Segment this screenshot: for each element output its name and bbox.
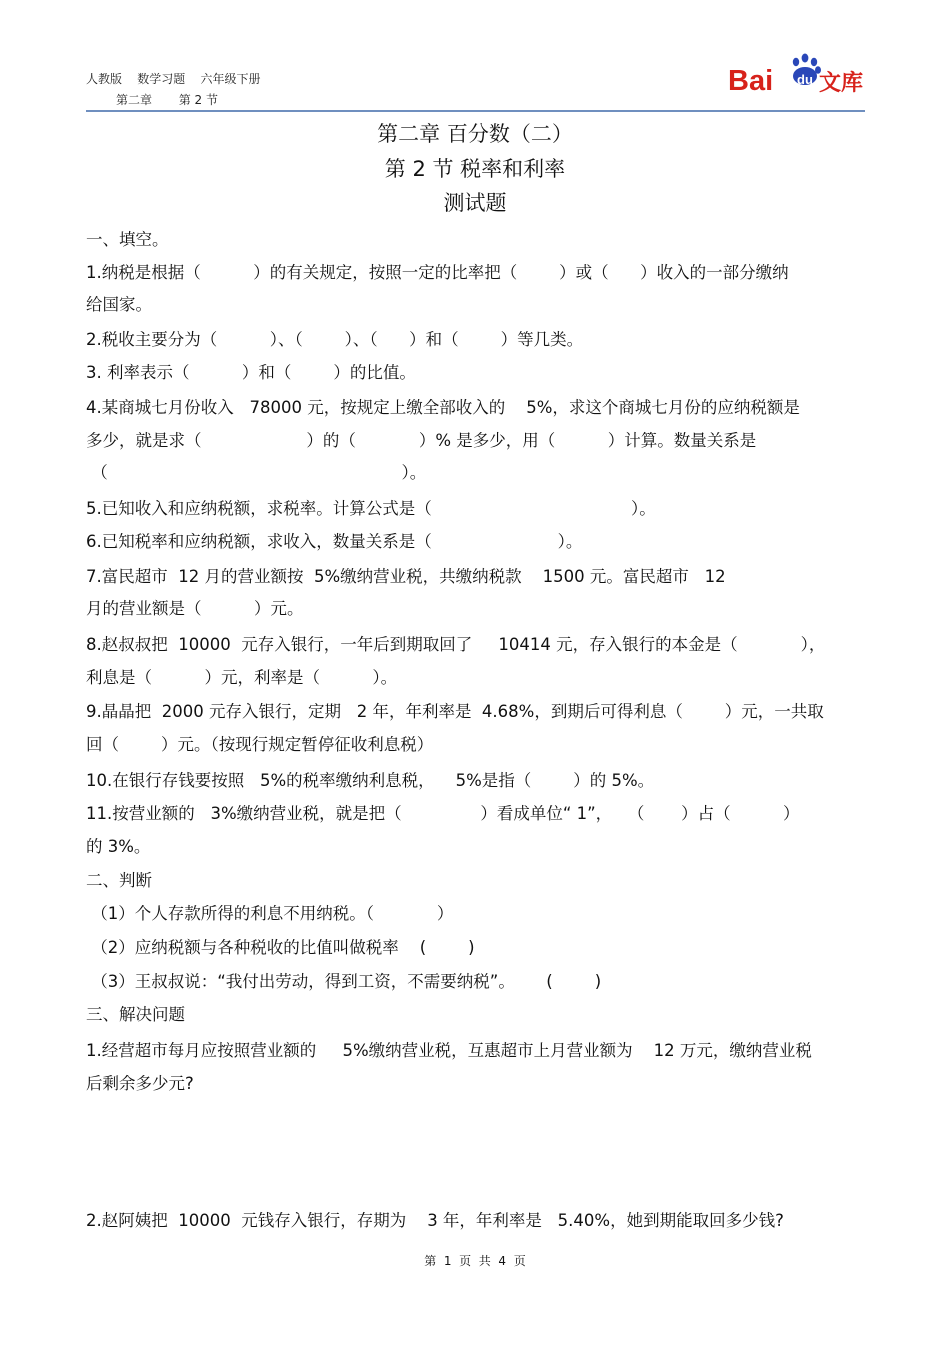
question-line: 5.已知收入和应纳税额，求税率。计算公式是（ ）。 <box>86 499 656 518</box>
question-line: 利息是（ ）元，利率是（ ）。 <box>86 668 398 687</box>
problem-line: 2.赵阿姨把 10000 元钱存入银行，存期为 3 年，年利率是 5.40%，她到期能取回多少钱? <box>86 1211 784 1230</box>
problem-line: 1.经营超市每月应按照营业额的 5%缴纳营业税，互惠超市上月营业额为 12 万元，缴纳营业税 <box>86 1041 812 1060</box>
question-line: 的 3%。 <box>86 837 151 856</box>
header-divider <box>86 110 865 112</box>
page-footer: 第 1 页 共 4 页 <box>424 1254 526 1268</box>
question-line: 3. 利率表示（ ）和（ ）的比值。 <box>86 363 416 382</box>
question-line: 10.在银行存钱要按照 5%的税率缴纳利息税， 5%是指（ ）的 5%。 <box>86 771 655 790</box>
logo-text-bai: Bai <box>728 65 774 97</box>
judge-item: （2）应纳税额与各种税收的比值叫做税率 ( ) <box>86 938 475 957</box>
subtitle: 测试题 <box>443 191 507 215</box>
judge-item: （1）个人存款所得的利息不用纳税。（ ） <box>86 904 454 923</box>
question-line: 6.已知税率和应纳税额，求收入，数量关系是（ ）。 <box>86 532 583 551</box>
question-line: 多少，就是求（ ）的（ ）% 是多少，用（ ）计算。数量关系是 <box>86 431 757 450</box>
logo-text-du: du <box>797 72 813 87</box>
logo-text-wenku: 文库 <box>819 71 864 96</box>
question-line: 11.按营业额的 3%缴纳营业税，就是把（ ）看成单位“ 1”， （ ）占（ ） <box>86 804 800 823</box>
header-chapter-info: 第二章 第 2 节 <box>116 93 218 107</box>
question-line: 月的营业额是（ ）元。 <box>86 599 304 618</box>
section-heading-solve: 三、解决问题 <box>86 1005 185 1024</box>
problem-line: 后剩余多少元? <box>86 1074 194 1093</box>
question-line: 4.某商城七月份收入 78000 元，按规定上缴全部收入的 5%，求这个商城七月份的应纳税额是 <box>86 398 800 417</box>
header-doc-info: 人教版 数学习题 六年级下册 <box>86 72 261 86</box>
question-line: 2.税收主要分为（ ）、（ ）、（ ）和（ ）等几类。 <box>86 330 584 349</box>
question-line: 9.晶晶把 2000 元存入银行，定期 2 年，年利率是 4.68%，到期后可得利息（ ）元，一共取 <box>86 702 824 721</box>
question-line: （ ）。 <box>86 463 427 482</box>
section-heading-judge: 二、判断 <box>86 871 152 890</box>
baidu-wenku-logo <box>726 50 864 98</box>
section-heading-fill: 一、填空。 <box>86 230 169 249</box>
question-line: 8.赵叔叔把 10000 元存入银行，一年后到期取回了 10414 元，存入银行的本金是（ ）， <box>86 635 826 654</box>
question-line: 回（ ）元。（按现行规定暂停征收利息税） <box>86 735 434 754</box>
question-line: 给国家。 <box>86 295 152 314</box>
judge-item: （3）王叔叔说：“我付出劳动，得到工资，不需要纳税”。 ( ) <box>86 972 602 991</box>
section-title: 第 2 节 税率和利率 <box>384 157 566 181</box>
chapter-title: 第二章 百分数（二） <box>377 122 573 146</box>
question-line: 7.富民超市 12 月的营业额按 5%缴纳营业税，共缴纳税款 1500 元。富民超市 12 <box>86 567 726 586</box>
question-line: 1.纳税是根据（ ）的有关规定，按照一定的比率把（ ）或（ ）收入的一部分缴纳 <box>86 263 789 282</box>
